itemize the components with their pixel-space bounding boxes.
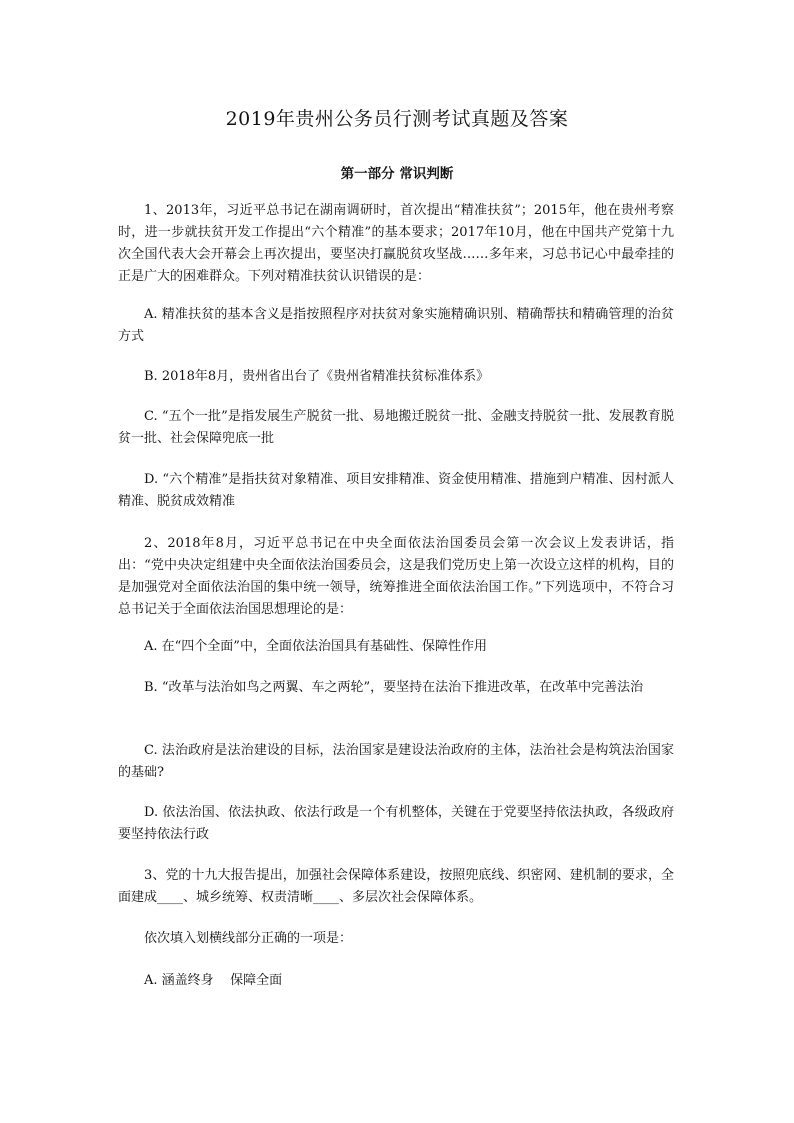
question-3-stem: 3、党的十九大报告提出，加强社会保障体系建设，按照兜底线、织密网、建机制的要求，全面建成____、城乡统筹、权责清晰____、多层次社会保障体系。 [118, 868, 674, 905]
question-2-stem: 2、2018年8月，习近平总书记在中央全面依法治国委员会第一次会议上发表讲话，指出：“党中央决定组建中央全面依法治国委员会，这是我们党历史上第一次设立这样的机构，目的是加强党对全面依法治国的集中统一领导，统筹推进全面依法治国工作。”下列选项中，不符合习总书记关于全面依法治国思想理论的是： [118, 536, 674, 617]
question-1-option-c: C. “五个一批”是指发展生产脱贫一批、易地搬迁脱贫一批、金融支持脱贫一批、发展教育脱贫一批、社会保障兜底一批 [118, 409, 674, 446]
question-3-option-a: A. 涵盖终身 保障全面 [144, 973, 283, 988]
question-2-option-b: B. “改革与法治如鸟之两翼、车之两轮”，要坚持在法治下推进改革，在改革中完善法治 [144, 680, 644, 695]
question-1-option-b: B. 2018年8月，贵州省出台了《贵州省精准扶贫标准体系》 [144, 369, 490, 384]
question-1-option-a: A. 精准扶贫的基本含义是指按照程序对扶贫对象实施精确识别、精确帮扶和精确管理的治贫方式 [118, 307, 674, 344]
question-1-stem: 1、2013年，习近平总书记在湖南调研时，首次提出“精准扶贫”；2015年，他在贵州考察时，进一步就扶贫开发工作提出“六个精准”的基本要求；2017年10月，他在中国共产党第十九次全国代表大会开幕会上再次提出，要坚决打赢脱贫攻坚战……多年来，习总书记心中最牵挂的正是广大的困难群众。下列对精准扶贫认识错误的是： [118, 203, 674, 284]
question-1-option-d: D. “六个精准”是指扶贫对象精准、项目安排精准、资金使用精准、措施到户精准、因村派人精准、脱贫成效精准 [118, 472, 674, 509]
question-2-option-a: A. 在“四个全面”中，全面依法治国具有基础性、保障性作用 [144, 639, 487, 654]
question-3-instruction: 依次填入划横线部分正确的一项是： [144, 931, 353, 946]
question-2-option-d: D. 依法治国、依法执政、依法行政是一个有机整体，关键在于党要坚持依法执政，各级政府要坚持依法行政 [118, 805, 674, 842]
question-2-option-c: C. 法治政府是法治建设的目标，法治国家是建设法治政府的主体，法治社会是构筑法治国家的基础? [118, 743, 674, 780]
document-title: 2019年贵州公务员行测考试真题及答案 [225, 108, 569, 130]
section-heading: 第一部分 常识判断 [340, 166, 454, 182]
